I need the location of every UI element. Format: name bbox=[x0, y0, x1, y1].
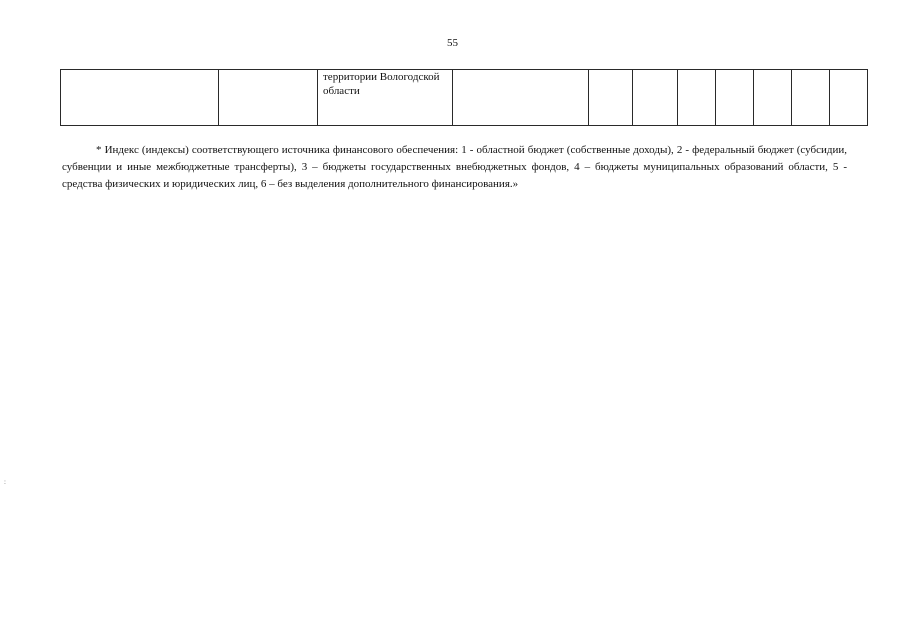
margin-mark: : bbox=[4, 478, 6, 486]
table-cell-11 bbox=[830, 70, 868, 126]
table-cell-10 bbox=[792, 70, 830, 126]
table-cell-8 bbox=[716, 70, 754, 126]
financing-table bbox=[60, 69, 868, 126]
table-cell-1 bbox=[61, 70, 219, 126]
table-cell-7 bbox=[678, 70, 716, 126]
table-cell-4 bbox=[453, 70, 589, 126]
footnote: * Индекс (индексы) соответствующего источника финансового обеспечения: 1 - областной бюджет (собственные доходы), 2 - федеральный бюджет (субсидии, субвенции и иные межбюджетные трансферты), 3 – бюджеты государственных внебюджетных фондов, 4 – бюджеты муниципальных образований области, 5 - средства физических и юридических лиц, 6 – без выделения дополнительного финансирования.» bbox=[62, 144, 847, 190]
table-cell-5 bbox=[589, 70, 633, 126]
table-cell-2 bbox=[219, 70, 318, 126]
table-cell-territory: территории Вологодской области bbox=[318, 70, 453, 126]
table-cell-6 bbox=[633, 70, 678, 126]
table-cell-9 bbox=[754, 70, 792, 126]
page-number: 55 bbox=[447, 37, 458, 49]
table-row bbox=[61, 70, 868, 126]
